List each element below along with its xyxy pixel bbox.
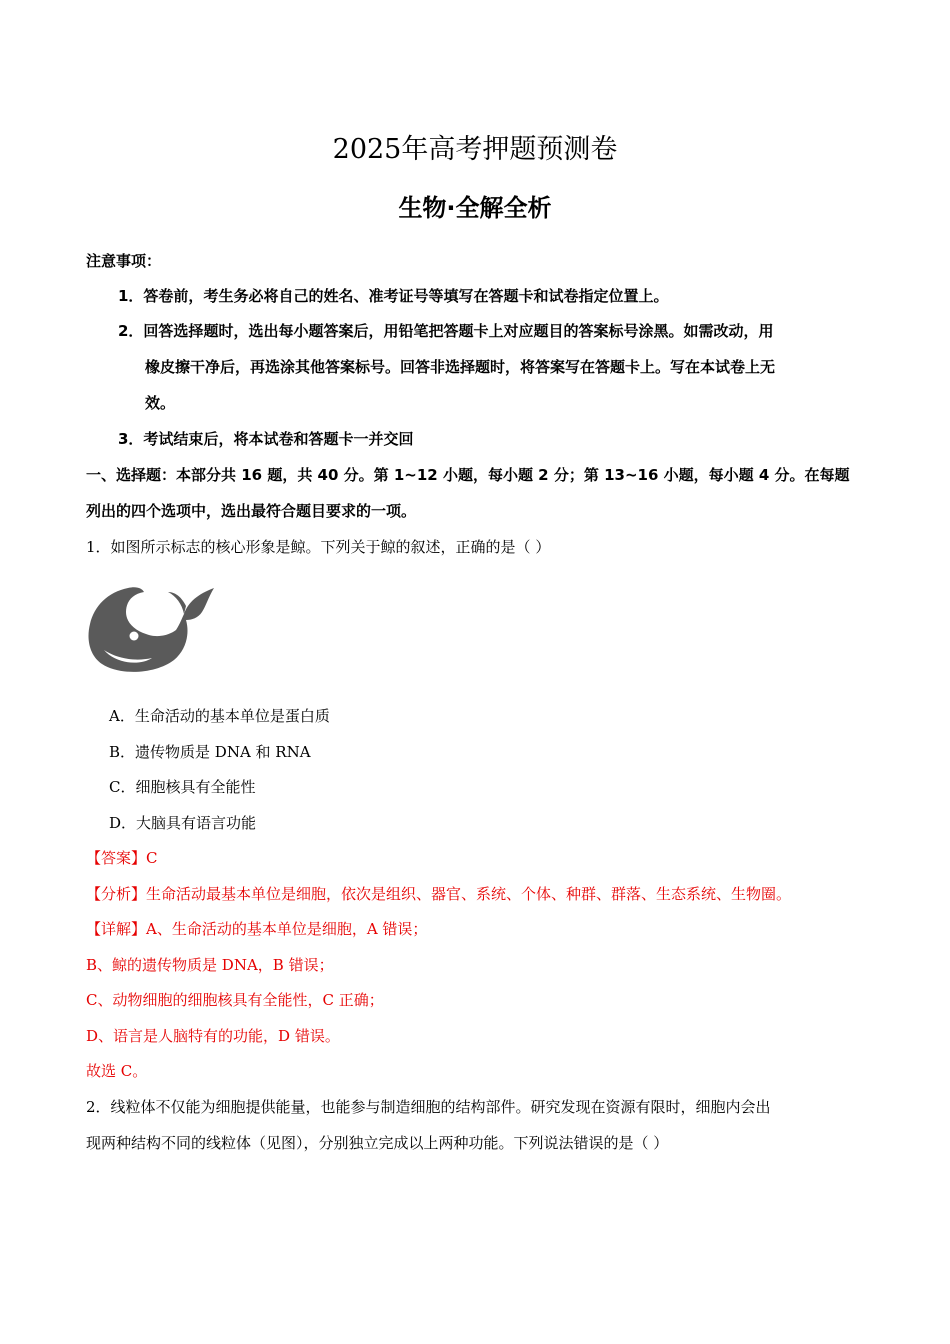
question-1-stem: 1．如图所示标志的核心形象是鲸。下列关于鲸的叙述，正确的是（ ） — [86, 538, 551, 556]
option-d: D．大脑具有语言功能 — [109, 814, 257, 832]
option-a: A．生命活动的基本单位是蛋白质 — [109, 707, 330, 725]
notice-item-2: 2．回答选择题时，选出每小题答案后，用铅笔把答题卡上对应题目的答案标号涂黑。如需改动，用 — [118, 322, 774, 340]
answer-line: 【答案】C — [86, 849, 158, 867]
conclusion-line: 故选 C。 — [86, 1062, 148, 1080]
option-c: C．细胞核具有全能性 — [109, 778, 256, 796]
option-b: B．遗传物质是 DNA 和 RNA — [109, 743, 311, 761]
notice-item-2-end: 效。 — [145, 394, 176, 412]
question-2-stem-line2: 现两种结构不同的线粒体（见图），分别独立完成以上两种功能。下列说法错误的是（ ） — [86, 1134, 669, 1152]
notice-item-1: 1．答卷前，考生务必将自己的姓名、准考证号等填写在答题卡和试卷指定位置上。 — [118, 287, 669, 305]
notice-item-2-cont: 橡皮擦干净后，再选涂其他答案标号。回答非选择题时，将答案写在答题卡上。写在本试卷上无 — [145, 358, 776, 376]
detail-line-1: 【详解】A、生命活动的基本单位是细胞，A 错误； — [86, 920, 428, 938]
whale-logo-icon — [86, 578, 218, 676]
section-instructions-line2: 列出的四个选项中，选出最符合题目要求的一项。 — [86, 502, 417, 520]
detail-line-4: D、语言是人脑特有的功能，D 错误。 — [86, 1027, 340, 1045]
question-2-stem-line1: 2．线粒体不仅能为细胞提供能量，也能参与制造细胞的结构部件。研究发现在资源有限时，细胞内会出 — [86, 1098, 771, 1116]
page-subtitle: 生物·全解全析 — [398, 194, 552, 222]
page-title: 2025年高考押题预测卷 — [332, 134, 618, 165]
notice-item-3: 3．考试结束后，将本试卷和答题卡一并交回 — [118, 430, 414, 448]
section-instructions-line1: 一、选择题：本部分共 16 题，共 40 分。第 1~12 小题，每小题 2 分；第 13~16 小题，每小题 4 分。在每题 — [86, 466, 850, 484]
detail-line-3: C、动物细胞的细胞核具有全能性，C 正确； — [86, 991, 384, 1009]
detail-line-2: B、鲸的遗传物质是 DNA，B 错误； — [86, 956, 334, 974]
notice-heading: 注意事项： — [86, 252, 162, 270]
analysis-line: 【分析】生命活动最基本单位是细胞，依次是组织、器官、系统、个体、种群、群落、生态系统、生物圈。 — [86, 885, 792, 903]
